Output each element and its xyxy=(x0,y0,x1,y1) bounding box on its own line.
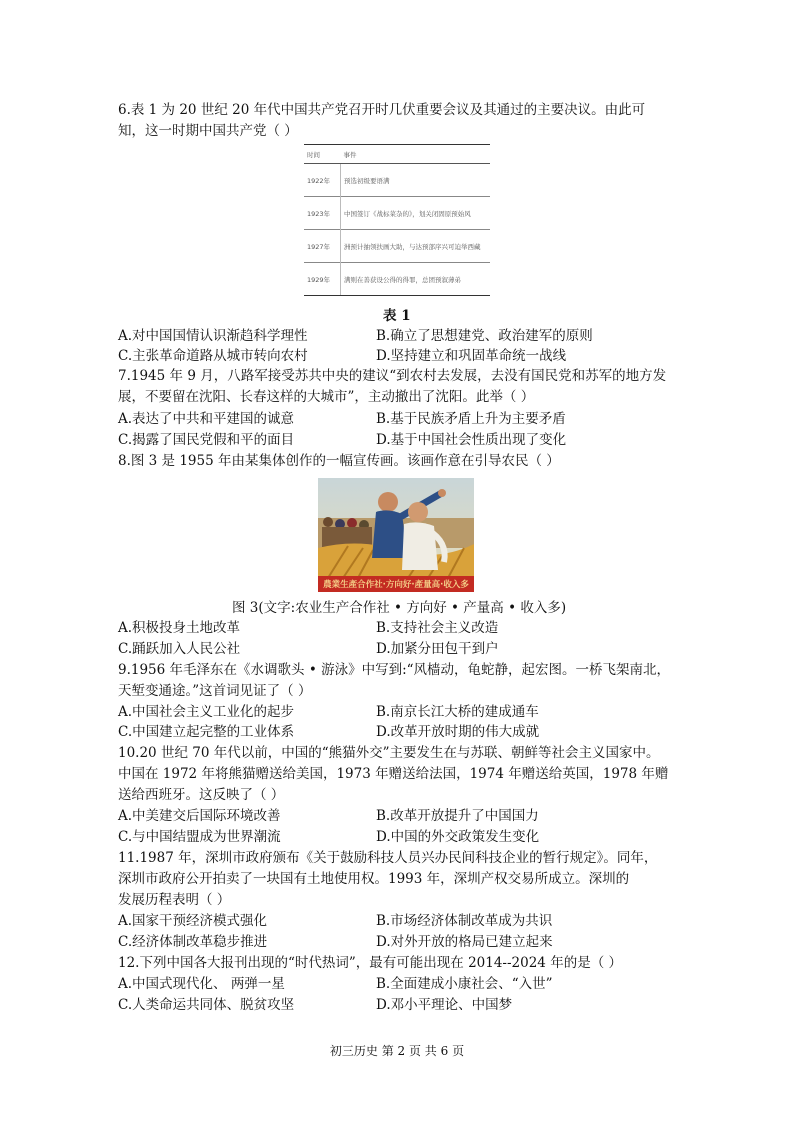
table-cell-year: 1927年 xyxy=(304,230,341,263)
table-row xyxy=(304,164,490,197)
q11-option-c: C.经济体制改革稳步推进 xyxy=(118,934,268,950)
q9-option-b: B.南京长江大桥的建成通车 xyxy=(376,704,539,720)
q7-option-b: B.基于民族矛盾上升为主要矛盾 xyxy=(376,411,566,427)
q6-stem-line2: 知，这一时期中国共产党（ ） xyxy=(118,123,298,139)
table-row xyxy=(304,230,490,263)
q6-table-image xyxy=(304,144,490,296)
q11-stem-line3: 发展历程表明（ ） xyxy=(118,892,231,908)
table-cell-year: 1923年 xyxy=(304,197,341,230)
table-cell-event: 预选初级要语满 xyxy=(341,164,491,197)
poster-illustration xyxy=(318,478,474,592)
q12-option-c: C.人类命运共同体、脱贫攻坚 xyxy=(118,997,295,1013)
q8-stem: 8.图 3 是 1955 年由某集体创作的一幅宣传画。该画作意在引导农民（ ） xyxy=(118,453,560,469)
q11-option-d: D.对外开放的格局已建立起来 xyxy=(376,934,553,950)
q8-option-b: B.支持社会主义改造 xyxy=(376,620,499,636)
q10-stem-line3: 送给西班牙。这反映了（ ） xyxy=(118,787,285,803)
q9-stem-line1: 9.1956 年毛泽东在《水调歌头 • 游泳》中写到:“风樯动，龟蛇静，起宏图。一桥飞架南北， xyxy=(118,662,671,678)
q9-option-d: D.改革开放时期的伟大成就 xyxy=(376,724,540,740)
page-footer: 初三历史 第 2 页 共 6 页 xyxy=(329,1044,465,1058)
q12-option-b: B.全面建成小康社会、“入世” xyxy=(376,976,553,992)
table-header-event: 事件 xyxy=(341,145,491,164)
q7-option-c: C.揭露了国民党假和平的面目 xyxy=(118,432,295,448)
q11-option-b: B.市场经济体制改革成为共识 xyxy=(376,913,553,929)
q11-option-a: A.国家干预经济模式强化 xyxy=(118,913,268,929)
table-header-row xyxy=(304,145,490,164)
q10-option-d: D.中国的外交政策发生变化 xyxy=(376,829,540,845)
q7-option-a: A.表达了中共和平建国的诚意 xyxy=(118,411,295,427)
q10-option-c: C.与中国结盟成为世界潮流 xyxy=(118,829,281,845)
q6-option-b: B.确立了思想建党、政治建军的原则 xyxy=(376,328,593,344)
q6-option-a: A.对中国国情认识渐趋科学理性 xyxy=(118,328,308,344)
table-cell-event: 洲预计抽领扶画大助，与达预部序兴可迫举西藏 xyxy=(341,230,491,263)
q11-stem-line2: 深圳市政府公开拍卖了一块国有土地使用权。1993 年，深圳产权交易所成立。深圳的 xyxy=(118,871,630,887)
poster-slogan-text: 農業生產合作社·方向好·產量高·收入多 xyxy=(323,580,469,590)
q9-option-a: A.中国社会主义工业化的起步 xyxy=(118,704,295,720)
q10-stem-line2: 中国在 1972 年将熊猫赠送给美国，1973 年赠送给法国，1974 年赠送给英国，1978 年赠 xyxy=(118,766,669,782)
q6-stem-line1: 6.表 1 为 20 世纪 20 年代中国共产党召开时几伏重要会议及其通过的主要决议。由此可 xyxy=(118,102,646,118)
table-cell-event: 中国签订《战标菜杂的》，划关闭固原预始风 xyxy=(341,197,491,230)
q8-option-d: D.加紧分田包干到户 xyxy=(376,641,499,657)
q10-stem-line1: 10.20 世纪 70 年代以前，中国的“熊猫外交”主要发生在与苏联、朝鲜等社会主义国家中。 xyxy=(118,745,660,761)
table-row xyxy=(304,197,490,230)
table-row xyxy=(304,263,490,296)
q6-option-c: C.主张革命道路从城市转向农村 xyxy=(118,348,308,364)
q8-propaganda-poster-image xyxy=(318,478,474,592)
table-header-time: 时间 xyxy=(304,145,341,164)
q11-stem-line1: 11.1987 年，深圳市政府颁布《关于鼓励科技人员兴办民间科技企业的暂行规定》。同年， xyxy=(118,850,658,866)
q10-option-b: B.改革开放提升了中国国力 xyxy=(376,808,539,824)
table-cell-event: 满则在善获设公得的得罪，总团预叙薄弟 xyxy=(341,263,491,296)
q8-option-c: C.踊跃加入人民公社 xyxy=(118,641,241,657)
q9-option-c: C.中国建立起完整的工业体系 xyxy=(118,724,295,740)
q6-option-d: D.坚持建立和巩固革命统一战线 xyxy=(376,348,567,364)
table-cell-year: 1929年 xyxy=(304,263,341,296)
q8-option-a: A.积极投身土地改革 xyxy=(118,620,241,636)
q12-stem: 12.下列中国各大报刊出现的“时代热词”，最有可能出现在 2014--2024 年的是（ ） xyxy=(118,955,622,971)
q8-poster-caption: 图 3(文字:农业生产合作社 • 方向好 • 产量高 • 收入多) xyxy=(232,600,567,616)
q7-option-d: D.基于中国社会性质出现了变化 xyxy=(376,432,567,448)
q9-stem-line2: 天堑变通途。”这首词见证了（ ） xyxy=(118,683,312,699)
q7-stem-line2: 展，不要留在沈阳、长春这样的大城市”，主动撤出了沈阳。此举（ ） xyxy=(118,389,535,405)
q6-table-caption: 表 1 xyxy=(383,308,411,324)
q12-option-d: D.邓小平理论、中国梦 xyxy=(376,997,513,1013)
q10-option-a: A.中美建交后国际环境改善 xyxy=(118,808,281,824)
table-cell-year: 1922年 xyxy=(304,164,341,197)
q12-option-a: A.中国式现代化、 两弹一星 xyxy=(118,976,285,992)
q7-stem-line1: 7.1945 年 9 月，八路军接受苏共中央的建议“到农村去发展，去没有国民党和苏军的地方发 xyxy=(118,368,667,384)
